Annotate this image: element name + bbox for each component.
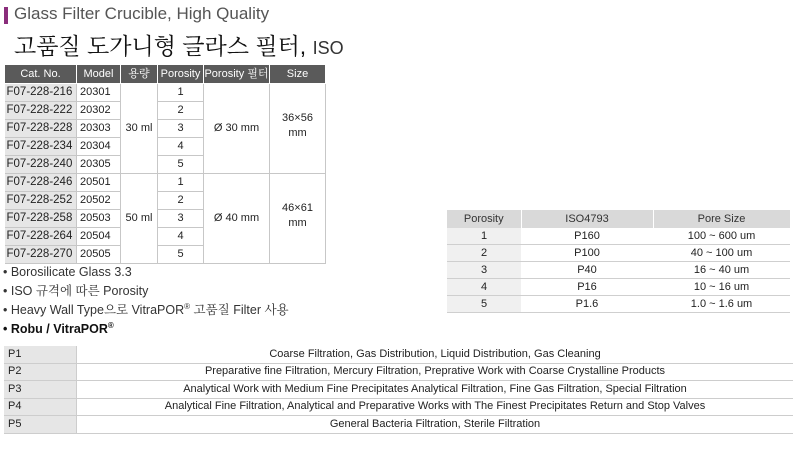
table-row	[4, 381, 793, 399]
page-title-english: Glass Filter Crucible, High Quality	[14, 4, 270, 23]
title-korean-text: 고품질 도가니형 글라스 필터,	[14, 33, 307, 59]
model-cell: 20502	[77, 192, 121, 210]
feature-item: • ISO 규격에 따른 Porosity	[3, 284, 149, 298]
size-line-1: 36×56	[282, 111, 313, 124]
volume-cell: 50 ml	[121, 174, 158, 264]
porosity-cell: 1	[447, 228, 521, 245]
application-cell: Coarse Filtration, Gas Distribution, Liquid Distribution, Gas Cleaning	[77, 346, 794, 363]
model-cell: 20305	[77, 156, 121, 174]
porosity-table	[447, 210, 791, 313]
cat-no-cell: F07-228-216	[5, 84, 77, 102]
porosity-cell: 4	[158, 228, 204, 246]
title-accent-bar	[4, 7, 8, 24]
porosity-cell: 3	[158, 120, 204, 138]
cat-no-cell: F07-228-234	[5, 138, 77, 156]
table-row	[4, 346, 793, 363]
iso-cell: P100	[521, 245, 653, 262]
iso-cell: P40	[521, 262, 653, 279]
header-porosity: Porosity	[158, 65, 204, 84]
header-cat-no: Cat. No.	[5, 65, 77, 84]
size-line-2: mm	[288, 126, 307, 139]
feature-list	[3, 263, 289, 339]
size-line-2: mm	[288, 216, 307, 229]
header-pore-size: Pore Size	[653, 210, 790, 228]
porosity-cell: 2	[447, 245, 521, 262]
registered-mark: ®	[184, 301, 191, 311]
title-iso-text: ISO	[312, 38, 344, 58]
page-title-korean	[14, 28, 344, 61]
model-cell: 20503	[77, 210, 121, 228]
size-cell	[270, 84, 326, 174]
porosity-cell: 1	[158, 174, 204, 192]
product-table	[4, 64, 326, 264]
porosity-cell: 4	[158, 138, 204, 156]
feature-item: • Borosilicate Glass 3.3	[3, 265, 132, 279]
model-cell: 20501	[77, 174, 121, 192]
cat-no-cell: F07-228-228	[5, 120, 77, 138]
iso-cell: P16	[521, 279, 653, 296]
table-row	[447, 296, 790, 313]
application-cell: General Bacteria Filtration, Sterile Filtration	[77, 416, 794, 434]
model-cell: 20301	[77, 84, 121, 102]
iso-cell: P1.6	[521, 296, 653, 313]
pore-size-cell: 100 ~ 600 um	[653, 228, 790, 245]
model-cell: 20504	[77, 228, 121, 246]
porosity-cell: 4	[447, 279, 521, 296]
table-row	[5, 84, 326, 102]
porosity-cell: 1	[158, 84, 204, 102]
porosity-cell: 2	[158, 102, 204, 120]
porosity-cell: 2	[158, 192, 204, 210]
feature-text: • Heavy Wall Type으로 VitraPOR	[3, 303, 185, 317]
application-cell: Analytical Fine Filtration, Analytical and Preparative Works with The Finest Precipitates Return and Stop Valves	[77, 398, 794, 416]
model-cell: 20303	[77, 120, 121, 138]
size-cell	[270, 174, 326, 264]
cat-no-cell: F07-228-246	[5, 174, 77, 192]
pore-size-cell: 16 ~ 40 um	[653, 262, 790, 279]
volume-cell: 30 ml	[121, 84, 158, 174]
porosity-code-cell: P4	[4, 398, 77, 416]
cat-no-cell: F07-228-270	[5, 246, 77, 264]
cat-no-cell: F07-228-222	[5, 102, 77, 120]
table-row	[447, 228, 790, 245]
cat-no-cell: F07-228-240	[5, 156, 77, 174]
model-cell: 20304	[77, 138, 121, 156]
feature-text: • Robu / VitraPOR	[3, 322, 108, 336]
filter-cell: Ø 40 mm	[204, 174, 270, 264]
table-row	[447, 245, 790, 262]
pore-size-cell: 40 ~ 100 um	[653, 245, 790, 262]
cat-no-cell: F07-228-258	[5, 210, 77, 228]
table-row	[4, 363, 793, 381]
application-cell: Preparative fine Filtration, Mercury Filtration, Preprative Work with Coarse Crystalline Products	[77, 363, 794, 381]
porosity-cell: 3	[158, 210, 204, 228]
porosity-cell: 5	[158, 246, 204, 264]
feature-text: 고품질 Filter 사용	[190, 303, 289, 317]
header-porosity: Porosity	[447, 210, 521, 228]
pore-size-cell: 10 ~ 16 um	[653, 279, 790, 296]
header-iso: ISO4793	[521, 210, 653, 228]
pore-size-cell: 1.0 ~ 1.6 um	[653, 296, 790, 313]
porosity-code-cell: P1	[4, 346, 77, 363]
table-row	[447, 262, 790, 279]
iso-cell: P160	[521, 228, 653, 245]
cat-no-cell: F07-228-252	[5, 192, 77, 210]
size-line-1: 46×61	[282, 201, 313, 214]
application-cell: Analytical Work with Medium Fine Precipitates Analytical Filtration, Fine Gas Filtration, Special Filtration	[77, 381, 794, 399]
header-size: Size	[270, 65, 326, 84]
porosity-cell: 5	[447, 296, 521, 313]
porosity-code-cell: P2	[4, 363, 77, 381]
feature-item	[3, 301, 289, 320]
registered-mark: ®	[107, 320, 114, 330]
product-table-header	[5, 65, 326, 84]
table-row	[447, 279, 790, 296]
table-row	[4, 398, 793, 416]
cat-no-cell: F07-228-264	[5, 228, 77, 246]
table-row	[5, 174, 326, 192]
filter-cell: Ø 30 mm	[204, 84, 270, 174]
feature-item	[3, 320, 289, 339]
table-row	[4, 416, 793, 434]
model-cell: 20505	[77, 246, 121, 264]
header-model: Model	[77, 65, 121, 84]
application-table	[4, 346, 793, 434]
porosity-code-cell: P3	[4, 381, 77, 399]
porosity-code-cell: P5	[4, 416, 77, 434]
porosity-table-header	[447, 210, 790, 228]
porosity-cell: 5	[158, 156, 204, 174]
header-volume: 용량	[121, 65, 158, 84]
porosity-cell: 3	[447, 262, 521, 279]
model-cell: 20302	[77, 102, 121, 120]
header-porosity-filter: Porosity 필터	[204, 65, 270, 84]
